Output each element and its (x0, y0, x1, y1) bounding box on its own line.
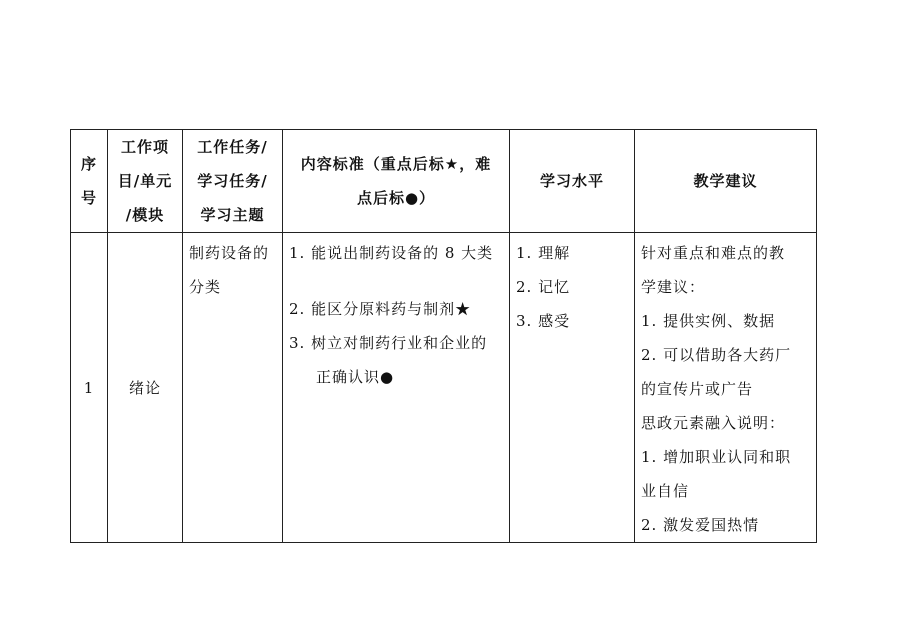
task-line: 制药设备的 (189, 244, 270, 262)
level-item: 2. 记忆 (516, 278, 571, 296)
level-item: 3. 感受 (516, 312, 571, 330)
task-line: 分类 (189, 278, 222, 296)
header-content: 内容标准（重点后标★，难 点后标●） (283, 130, 510, 233)
content-item-continuation: 正确认识● (316, 368, 395, 386)
advice-line: 1. 提供实例、数据 (641, 312, 776, 330)
cell-task (183, 233, 283, 543)
cell-advice (635, 233, 817, 543)
cell-content (283, 233, 510, 543)
advice-line: 针对重点和难点的教 (641, 244, 786, 262)
content-item: 2. 能区分原料药与制剂★ (289, 300, 472, 318)
header-task: 工作任务/ 学习任务/ 学习主题 (183, 130, 283, 233)
content-item: 3. 树立对制药行业和企业的 (289, 334, 488, 352)
advice-line: 业自信 (641, 482, 690, 500)
header-level: 学习水平 (510, 130, 635, 233)
level-item: 1. 理解 (516, 244, 571, 262)
cell-seq: 1 (71, 233, 108, 543)
advice-line: 2. 激发爱国热情 (641, 516, 760, 534)
header-seq: 序 号 (71, 130, 108, 233)
content-item: 1. 能说出制药设备的 8 大类 (289, 244, 494, 262)
advice-line: 学建议： (641, 278, 706, 296)
advice-line: 2. 可以借助各大药厂 (641, 346, 792, 364)
cell-project: 绪论 (108, 233, 183, 543)
advice-line: 思政元素融入说明： (641, 414, 786, 432)
curriculum-table (70, 129, 817, 543)
cell-level (510, 233, 635, 543)
advice-line: 1. 增加职业认同和职 (641, 448, 792, 466)
content-spacer (289, 270, 504, 292)
header-row (71, 130, 817, 233)
advice-line: 的宣传片或广告 (641, 380, 754, 398)
header-project: 工作项 目/单元 /模块 (108, 130, 183, 233)
header-advice: 教学建议 (635, 130, 817, 233)
table-row (71, 233, 817, 543)
